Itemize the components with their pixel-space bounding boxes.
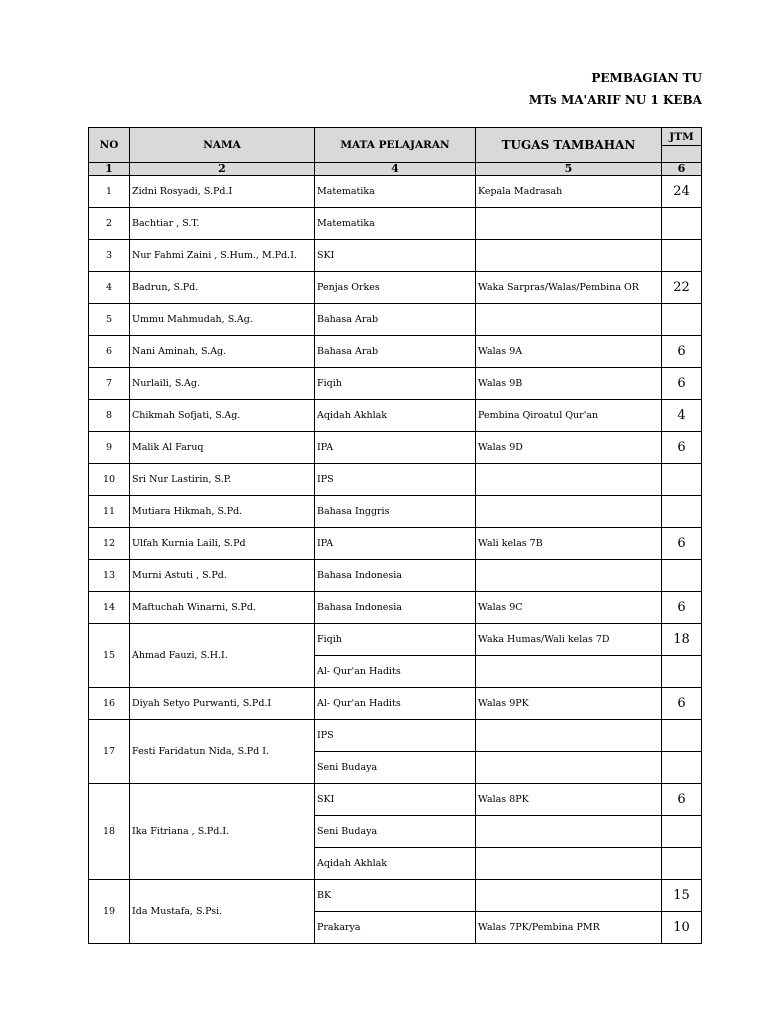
header-jtm-sub — [662, 146, 702, 163]
cell-jtm — [662, 560, 702, 592]
header-no: NO — [89, 128, 130, 163]
cell-no: 2 — [89, 208, 130, 240]
cell-nama: Nani Aminah, S.Ag. — [130, 336, 315, 368]
cell-nama: Badrun, S.Pd. — [130, 272, 315, 304]
cell-nama: Sri Nur Lastirin, S.P. — [130, 464, 315, 496]
cell-mata-pelajaran: Aqidah Akhlak — [315, 400, 476, 432]
cell-jtm — [662, 848, 702, 880]
cell-mata-pelajaran: Seni Budaya — [315, 752, 476, 784]
cell-nama: Bachtiar , S.T. — [130, 208, 315, 240]
cell-no: 19 — [89, 880, 130, 944]
cell-tugas-tambahan — [476, 496, 662, 528]
cell-no: 7 — [89, 368, 130, 400]
cell-nama: Murni Astuti , S.Pd. — [130, 560, 315, 592]
column-number: 1 — [89, 163, 130, 176]
cell-tugas-tambahan: Waka Humas/Wali kelas 7D — [476, 624, 662, 656]
table-row — [89, 592, 702, 624]
cell-nama: Ika Fitriana , S.Pd.I. — [130, 784, 315, 880]
cell-tugas-tambahan — [476, 816, 662, 848]
cell-nama: Festi Faridatun Nida, S.Pd I. — [130, 720, 315, 784]
cell-jtm: 24 — [662, 176, 702, 208]
cell-nama: Ida Mustafa, S.Psi. — [130, 880, 315, 944]
header-mata-pelajaran: MATA PELAJARAN — [315, 128, 476, 163]
table-row — [89, 528, 702, 560]
table-row — [89, 720, 702, 752]
cell-tugas-tambahan — [476, 208, 662, 240]
cell-jtm: 6 — [662, 784, 702, 816]
cell-jtm — [662, 720, 702, 752]
cell-jtm: 10 — [662, 912, 702, 944]
table-row — [89, 560, 702, 592]
table-row — [89, 688, 702, 720]
cell-nama: Chikmah Sofjati, S.Ag. — [130, 400, 315, 432]
cell-jtm — [662, 208, 702, 240]
cell-nama: Ulfah Kurnia Laili, S.Pd — [130, 528, 315, 560]
school-name: MTs MA'ARIF NU 1 KEBA — [528, 93, 702, 107]
table-row — [89, 400, 702, 432]
cell-mata-pelajaran: Penjas Orkes — [315, 272, 476, 304]
cell-no: 12 — [89, 528, 130, 560]
cell-no: 5 — [89, 304, 130, 336]
cell-mata-pelajaran: Seni Budaya — [315, 816, 476, 848]
teacher-assignment-table — [88, 127, 702, 944]
column-number: 4 — [315, 163, 476, 176]
cell-mata-pelajaran: Al- Qur'an Hadits — [315, 656, 476, 688]
header-tugas-tambahan: TUGAS TAMBAHAN — [476, 128, 662, 163]
cell-tugas-tambahan: Pembina Qiroatul Qur'an — [476, 400, 662, 432]
cell-jtm: 6 — [662, 368, 702, 400]
cell-mata-pelajaran: Matematika — [315, 176, 476, 208]
cell-tugas-tambahan: Walas 7PK/Pembina PMR — [476, 912, 662, 944]
cell-jtm: 18 — [662, 624, 702, 656]
cell-no: 1 — [89, 176, 130, 208]
table-row — [89, 432, 702, 464]
cell-no: 8 — [89, 400, 130, 432]
cell-mata-pelajaran: Matematika — [315, 208, 476, 240]
cell-tugas-tambahan — [476, 560, 662, 592]
column-number: 2 — [130, 163, 315, 176]
cell-tugas-tambahan: Walas 9A — [476, 336, 662, 368]
cell-tugas-tambahan — [476, 656, 662, 688]
cell-nama: Nurlaili, S.Ag. — [130, 368, 315, 400]
cell-no: 10 — [89, 464, 130, 496]
cell-jtm — [662, 816, 702, 848]
cell-mata-pelajaran: SKI — [315, 240, 476, 272]
cell-nama: Malik Al Faruq — [130, 432, 315, 464]
cell-mata-pelajaran: IPS — [315, 464, 476, 496]
cell-mata-pelajaran: Bahasa Inggris — [315, 496, 476, 528]
cell-jtm: 6 — [662, 528, 702, 560]
header-jtm: JTM — [662, 128, 702, 146]
cell-jtm: 6 — [662, 432, 702, 464]
cell-tugas-tambahan: Waka Sarpras/Walas/Pembina OR — [476, 272, 662, 304]
cell-mata-pelajaran: Al- Qur'an Hadits — [315, 688, 476, 720]
cell-jtm: 22 — [662, 272, 702, 304]
cell-mata-pelajaran: SKI — [315, 784, 476, 816]
table-row — [89, 368, 702, 400]
document-title: PEMBAGIAN TU — [591, 71, 702, 85]
cell-no: 4 — [89, 272, 130, 304]
cell-tugas-tambahan: Kepala Madrasah — [476, 176, 662, 208]
cell-jtm — [662, 240, 702, 272]
cell-no: 6 — [89, 336, 130, 368]
column-number: 6 — [662, 163, 702, 176]
cell-nama: Ummu Mahmudah, S.Ag. — [130, 304, 315, 336]
table-row — [89, 784, 702, 816]
cell-mata-pelajaran: Fiqih — [315, 624, 476, 656]
cell-mata-pelajaran: Bahasa Arab — [315, 304, 476, 336]
cell-no: 3 — [89, 240, 130, 272]
cell-mata-pelajaran: Bahasa Indonesia — [315, 592, 476, 624]
cell-no: 16 — [89, 688, 130, 720]
table-row — [89, 496, 702, 528]
cell-mata-pelajaran: BK — [315, 880, 476, 912]
cell-tugas-tambahan: Walas 9PK — [476, 688, 662, 720]
cell-no: 15 — [89, 624, 130, 688]
cell-nama: Mutiara Hikmah, S.Pd. — [130, 496, 315, 528]
cell-tugas-tambahan — [476, 880, 662, 912]
cell-mata-pelajaran: IPA — [315, 528, 476, 560]
table-row — [89, 240, 702, 272]
cell-mata-pelajaran: Bahasa Indonesia — [315, 560, 476, 592]
cell-tugas-tambahan: Walas 8PK — [476, 784, 662, 816]
cell-mata-pelajaran: IPS — [315, 720, 476, 752]
cell-jtm: 6 — [662, 688, 702, 720]
cell-mata-pelajaran: Prakarya — [315, 912, 476, 944]
header-nama: NAMA — [130, 128, 315, 163]
cell-jtm: 6 — [662, 336, 702, 368]
cell-tugas-tambahan — [476, 304, 662, 336]
cell-no: 13 — [89, 560, 130, 592]
cell-no: 11 — [89, 496, 130, 528]
cell-mata-pelajaran: Fiqih — [315, 368, 476, 400]
cell-jtm: 6 — [662, 592, 702, 624]
cell-tugas-tambahan: Walas 9B — [476, 368, 662, 400]
cell-jtm — [662, 752, 702, 784]
cell-nama: Maftuchah Winarni, S.Pd. — [130, 592, 315, 624]
cell-tugas-tambahan — [476, 464, 662, 496]
cell-tugas-tambahan: Walas 9C — [476, 592, 662, 624]
cell-nama: Diyah Setyo Purwanti, S.Pd.I — [130, 688, 315, 720]
table-row — [89, 464, 702, 496]
cell-mata-pelajaran: Bahasa Arab — [315, 336, 476, 368]
cell-jtm — [662, 304, 702, 336]
cell-no: 14 — [89, 592, 130, 624]
cell-tugas-tambahan — [476, 848, 662, 880]
cell-jtm: 15 — [662, 880, 702, 912]
table-row — [89, 336, 702, 368]
cell-nama: Zidni Rosyadi, S.Pd.I — [130, 176, 315, 208]
cell-nama: Ahmad Fauzi, S.H.I. — [130, 624, 315, 688]
cell-jtm — [662, 656, 702, 688]
table-row — [89, 208, 702, 240]
table-row — [89, 176, 702, 208]
cell-tugas-tambahan: Walas 9D — [476, 432, 662, 464]
cell-tugas-tambahan — [476, 720, 662, 752]
cell-jtm — [662, 464, 702, 496]
cell-jtm — [662, 496, 702, 528]
table-row — [89, 624, 702, 656]
cell-mata-pelajaran: Aqidah Akhlak — [315, 848, 476, 880]
cell-nama: Nur Fahmi Zaini , S.Hum., M.Pd.I. — [130, 240, 315, 272]
cell-tugas-tambahan: Wali kelas 7B — [476, 528, 662, 560]
cell-no: 17 — [89, 720, 130, 784]
column-number: 5 — [476, 163, 662, 176]
table-row — [89, 880, 702, 912]
cell-no: 18 — [89, 784, 130, 880]
cell-no: 9 — [89, 432, 130, 464]
cell-tugas-tambahan — [476, 240, 662, 272]
cell-mata-pelajaran: IPA — [315, 432, 476, 464]
cell-jtm: 4 — [662, 400, 702, 432]
table-row — [89, 304, 702, 336]
cell-tugas-tambahan — [476, 752, 662, 784]
table-row — [89, 272, 702, 304]
